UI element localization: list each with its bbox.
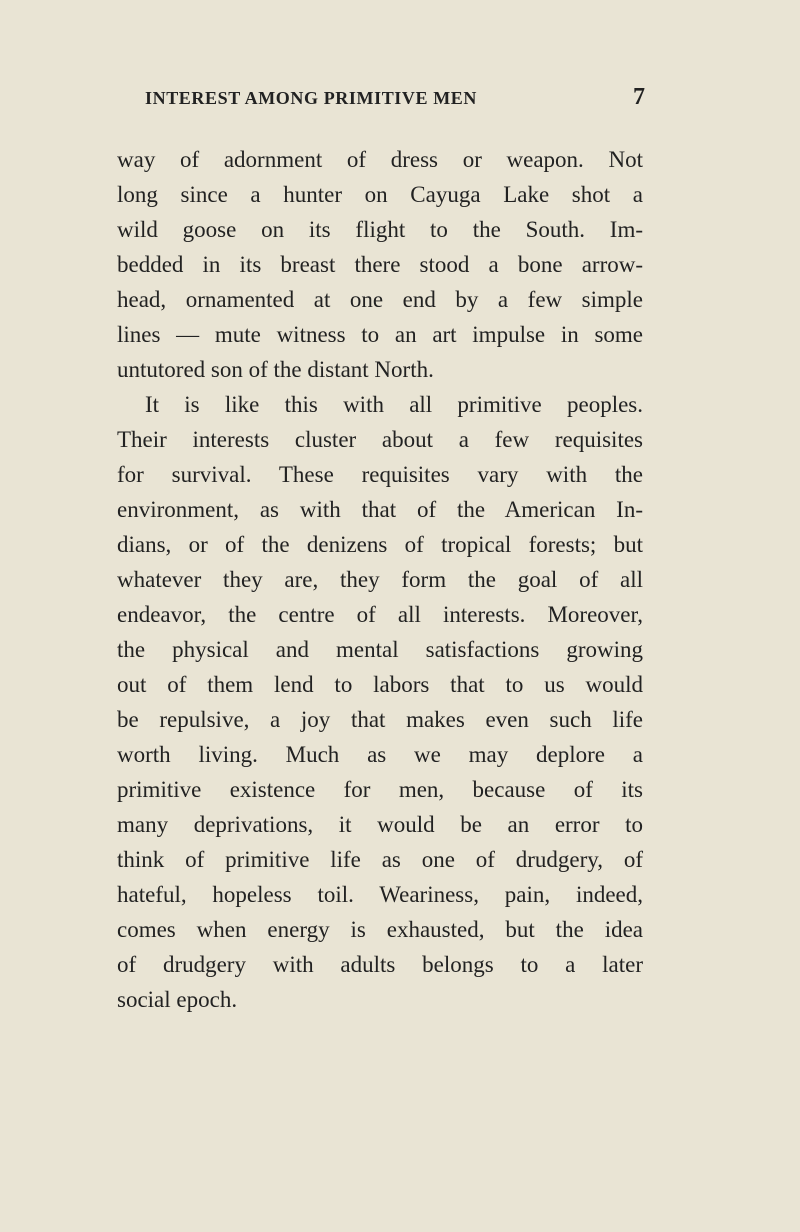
body-text	[117, 142, 643, 1017]
text-line: the physical and mental satisfactions growing	[117, 637, 643, 662]
text-line: It is like this with all primitive peoples.	[145, 392, 643, 417]
text-line: long since a hunter on Cayuga Lake shot a	[117, 182, 643, 207]
text-line: dians, or of the denizens of tropical forests; but	[117, 532, 643, 557]
text-line: whatever they are, they form the goal of all	[117, 567, 643, 592]
text-line: environment, as with that of the American In-	[117, 497, 643, 522]
text-line: many deprivations, it would be an error to	[117, 812, 643, 837]
text-line: wild goose on its flight to the South. Im-	[117, 217, 643, 242]
page-header	[145, 84, 645, 118]
text-line: out of them lend to labors that to us would	[117, 672, 643, 697]
text-line: think of primitive life as one of drudgery, of	[117, 847, 643, 872]
text-line: untutored son of the distant North.	[117, 357, 434, 382]
text-line: worth living. Much as we may deplore a	[117, 742, 643, 767]
text-line: for survival. These requisites vary with the	[117, 462, 643, 487]
text-line: head, ornamented at one end by a few simple	[117, 287, 643, 312]
text-line: Their interests cluster about a few requisites	[117, 427, 643, 452]
text-line: hateful, hopeless toil. Weariness, pain, indeed,	[117, 882, 643, 907]
text-line: social epoch.	[117, 987, 238, 1012]
page-number: 7	[633, 84, 645, 110]
text-line: comes when energy is exhausted, but the idea	[117, 917, 643, 942]
text-line: way of adornment of dress or weapon. Not	[117, 147, 643, 172]
running-head: INTEREST AMONG PRIMITIVE MEN	[145, 88, 478, 108]
text-line: primitive existence for men, because of its	[117, 777, 643, 802]
text-line: endeavor, the centre of all interests. Moreover,	[117, 602, 643, 627]
text-line: be repulsive, a joy that makes even such life	[117, 707, 643, 732]
text-line: of drudgery with adults belongs to a later	[117, 952, 643, 977]
text-line: bedded in its breast there stood a bone arrow-	[117, 252, 643, 277]
text-line: lines — mute witness to an art impulse in some	[117, 322, 643, 347]
